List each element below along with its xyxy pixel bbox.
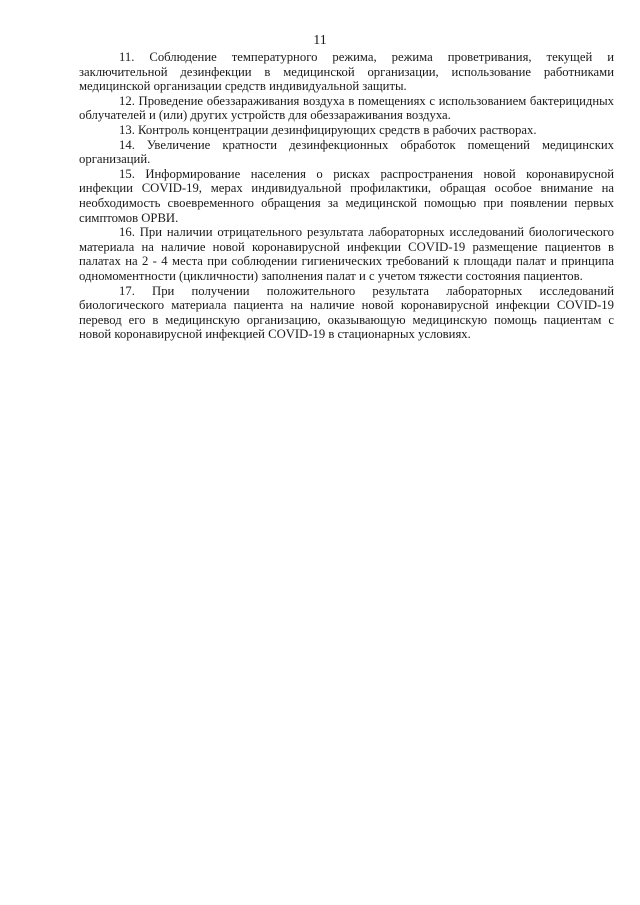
paragraph-11: 11. Соблюдение температурного режима, режима проветривания, текущей и заключительной дезинфекции в медицинской организации, использование работниками медицинской организации средств индивидуальной защиты. <box>79 50 614 94</box>
paragraph-12: 12. Проведение обеззараживания воздуха в помещениях с использованием бактерицидных облучателей и (или) других устройств для обеззараживания воздуха. <box>79 93 614 123</box>
page-number: 11 <box>313 33 327 48</box>
paragraph-13: 13. Контроль концентрации дезинфицирующих средств в рабочих растворах. <box>119 122 537 137</box>
paragraph-14: 14. Увеличение кратности дезинфекционных обработок помещений медицинских организаций. <box>79 137 614 167</box>
document-body <box>79 50 614 342</box>
paragraph-15: 15. Информирование населения о рисках распространения новой коронавирусной инфекции COVID-19, мерах индивидуальной профилактики, обращая особое внимание на необходимость своевременного обращения за медицинской помощью при появлении первых симптомов ОРВИ. <box>79 166 614 225</box>
paragraph-17: 17. При получении положительного результата лабораторных исследований биологического материала пациента на наличие новой коронавирусной инфекции COVID-19 перевод его в медицинскую организацию, оказывающую медицинскую помощь пациентам с новой коронавирусной инфекцией COVID-19 в стационарных условиях. <box>79 283 614 342</box>
paragraph-16: 16. При наличии отрицательного результата лабораторных исследований биологического материала на наличие новой коронавирусной инфекции COVID-19 размещение пациентов в палатах на 2 - 4 места при соблюдении гигиенических требований к площади палат и принципа одномоментности (цикличности) заполнения палат и с учетом тяжести состояния пациентов. <box>79 225 614 283</box>
